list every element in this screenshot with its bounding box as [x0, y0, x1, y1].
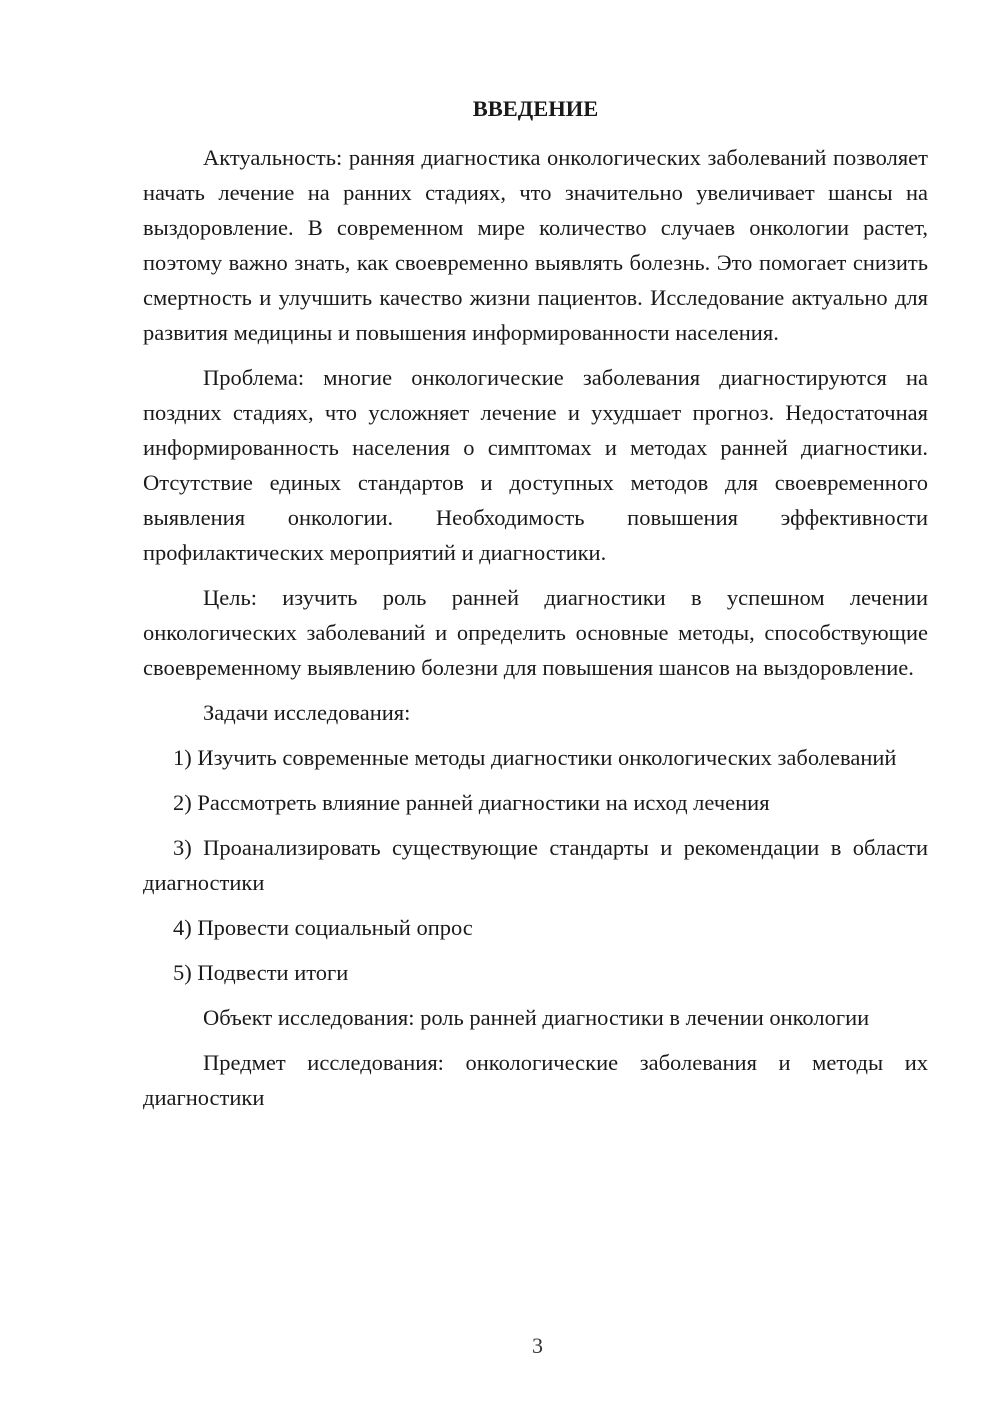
- goal-paragraph: Цель: изучить роль ранней диагностики в успешном лечении онкологических заболеваний и определить основные методы, способствующие своевременному выявлению болезни для повышения шансов на выздоровление.: [143, 585, 928, 680]
- task-item: 3) Проанализировать существующие стандарты и рекомендации в области диагностики: [143, 835, 928, 895]
- task-item: 2) Рассмотреть влияние ранней диагностики на исход лечения: [173, 790, 770, 815]
- task-item: 4) Провести социальный опрос: [173, 915, 473, 940]
- page-number: 3: [532, 1333, 543, 1358]
- task-item: 1) Изучить современные методы диагностики онкологических заболеваний: [173, 745, 897, 770]
- task-item: 5) Подвести итоги: [173, 960, 349, 985]
- object-paragraph: Объект исследования: роль ранней диагностики в лечении онкологии: [203, 1005, 870, 1030]
- tasks-heading: Задачи исследования:: [203, 700, 411, 725]
- subject-paragraph: Предмет исследования: онкологические заболевания и методы их диагностики: [143, 1050, 928, 1110]
- problem-paragraph: Проблема: многие онкологические заболевания диагностируются на поздних стадиях, что усложняет лечение и ухудшает прогноз. Недостаточная информированность населения о симптомах и методах ранней диагностики. Отсутствие единых стандартов и доступных методов для своевременного выявления онкологии. Необходимость повышения эффективности профилактических мероприятий и диагностики.: [143, 365, 928, 565]
- relevance-paragraph: Актуальность: ранняя диагностика онкологических заболеваний позволяет начать лечение на ранних стадиях, что значительно увеличивает шансы на выздоровление. В современном мире количество случаев онкологии растет, поэтому важно знать, как своевременно выявлять болезнь. Это помогает снизить смертность и улучшить качество жизни пациентов. Исследование актуально для развития медицины и повышения информированности населения.: [143, 145, 928, 345]
- page-content: [143, 88, 928, 1125]
- section-heading: ВВЕДЕНИЕ: [472, 96, 599, 121]
